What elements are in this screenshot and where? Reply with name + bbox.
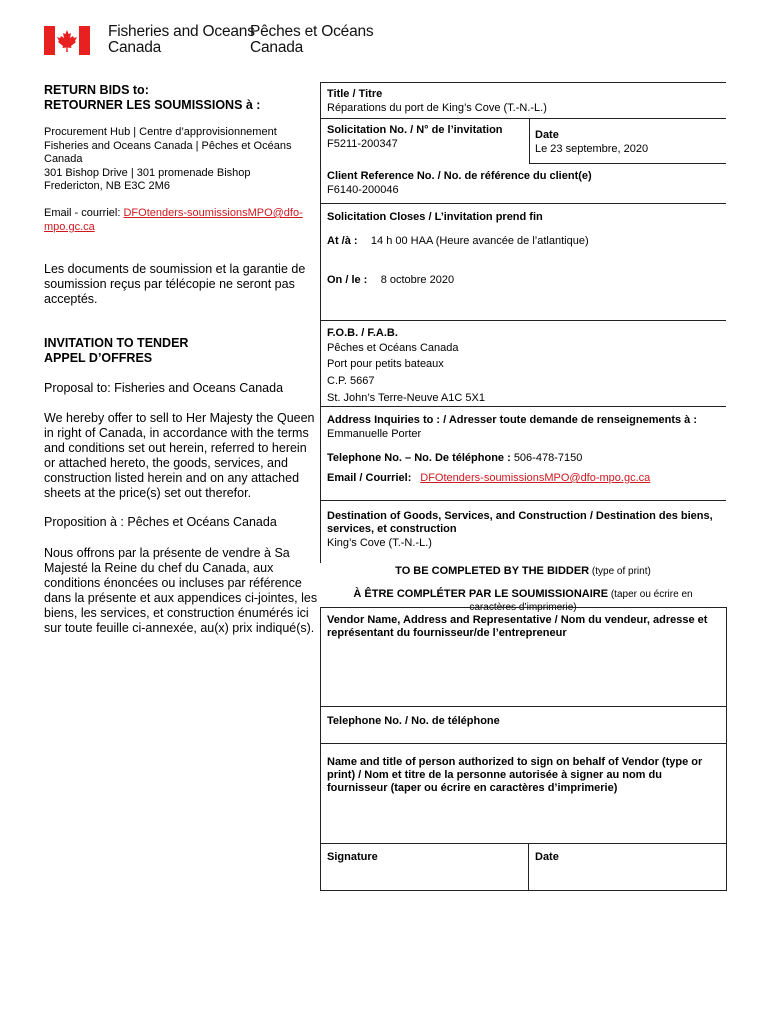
divider xyxy=(320,118,726,119)
fax-notice: Les documents de soumission et la garantie de soumission reçus par télécopie ne seront pas acceptés. xyxy=(44,262,306,306)
divider xyxy=(320,203,726,204)
canada-flag-icon xyxy=(44,26,90,55)
solicitation-number-field: Solicitation No. / N° de l’invitation F5211-200347 xyxy=(327,124,503,150)
divider xyxy=(320,500,726,501)
department-name-fr: Pêches et Océans Canada xyxy=(250,23,374,56)
offer-text-en: We hereby offer to sell to Her Majesty the Queen in right of Canada, in accordance with the terms and conditions set out herein, referred to herein or attached hereto, the goods, services, and construction listed herein and on any attached sheets at the price(s) set out therefor. xyxy=(44,411,315,500)
divider xyxy=(320,706,727,707)
signature-divider xyxy=(528,843,529,891)
department-name-en: Fisheries and Oceans Canada xyxy=(108,23,255,56)
contact-email-field: Email / Courriel: DFOtenders-soumissionsMPO@dfo-mpo.gc.ca xyxy=(327,472,651,484)
return-address: Procurement Hub | Centre d’approvisionnement Fisheries and Oceans Canada | Pêches et Océans Canada 301 Bishop Drive | 301 promenade Bishop Fredericton, NB E3C 2M6 xyxy=(44,126,292,192)
fob-field: F.O.B. / F.A.B. Pêches et Océans Canada Port pour petits bateaux C.P. 5667 St. John’s Terre-Neuve A1C 5X1 xyxy=(327,327,485,404)
proposal-fr: Proposition à : Pêches et Océans Canada xyxy=(44,515,277,529)
divider xyxy=(320,82,726,83)
vendor-name-field[interactable]: Vendor Name, Address and Representative / Nom du vendeur, adresse et représentant du fournisseur/de l’entrepreneur xyxy=(327,614,708,639)
divider xyxy=(320,743,727,744)
closing-date-field: On / le : 8 octobre 2020 xyxy=(327,274,455,286)
signature-date-field[interactable]: Date xyxy=(535,851,559,863)
date-field: Date Le 23 septembre, 2020 xyxy=(535,129,649,155)
divider xyxy=(529,163,726,164)
invitation-heading: INVITATION TO TENDER APPEL D’OFFRES xyxy=(44,336,189,365)
proposal-en: Proposal to: Fisheries and Oceans Canada xyxy=(44,381,284,395)
signature-field[interactable]: Signature xyxy=(327,851,378,863)
bidder-heading: TO BE COMPLETED BY THE BIDDER (type of print) À ÊTRE COMPLÉTER PAR LE SOUMISSIONAIRE (taper ou écrire en caractères d’imprimerie) xyxy=(353,565,693,613)
solicitation-closes-label: Solicitation Closes / L’invitation prend fin xyxy=(327,211,543,223)
inquiries-field: Address Inquiries to : / Adresser toute demande de renseignements à : Emmanuelle Porter xyxy=(327,414,698,440)
offer-text-fr: Nous offrons par la présente de vendre à Sa Majesté la Reine du chef du Canada, aux conditions énoncées ou incluses par référence dans la présente et aux appendices ci-jointes, les biens, les services, et construction énumérés ici sur toute feuille ci-annexée, au(x) prix indiqué(s). xyxy=(44,546,318,635)
right-column-divider xyxy=(320,82,321,563)
divider xyxy=(320,843,727,844)
destination-field: Destination of Goods, Services, and Construction / Destination des biens, services, et construction King’s Cove (T.-N.-L.) xyxy=(327,510,713,549)
contact-email-link[interactable]: DFOtenders-soumissionsMPO@dfo-mpo.gc.ca xyxy=(420,472,651,484)
closing-time-field: At /à : 14 h 00 HAA (Heure avancée de l’atlantique) xyxy=(327,235,589,247)
return-email-link-cont[interactable]: mpo.gc.ca xyxy=(44,220,95,233)
client-reference-field: Client Reference No. / No. de référence du client(e) F6140-200046 xyxy=(327,170,592,196)
divider xyxy=(320,320,726,321)
title-field: Title / Titre Réparations du port de King’s Cove (T.-N.-L.) xyxy=(327,88,547,114)
return-email-link[interactable]: DFOtenders-soumissionsMPO@dfo- xyxy=(123,207,303,219)
date-divider xyxy=(529,118,530,164)
return-email: Email - courriel: DFOtenders-soumissionsMPO@dfo- mpo.gc.ca xyxy=(44,207,303,233)
phone-field: Telephone No. – No. De téléphone : 506-478-7150 xyxy=(327,452,583,464)
return-bids-heading: RETURN BIDS to: RETOURNER LES SOUMISSIONS à : xyxy=(44,83,261,112)
authorized-person-field[interactable]: Name and title of person authorized to sign on behalf of Vendor (type or print) / Nom et titre de la personne autorisée à signer au nom du fournisseur (taper ou écrire en caractères d’imprimerie) xyxy=(327,756,703,794)
bidder-form xyxy=(320,607,727,891)
telephone-field[interactable]: Telephone No. / No. de téléphone xyxy=(327,715,500,727)
